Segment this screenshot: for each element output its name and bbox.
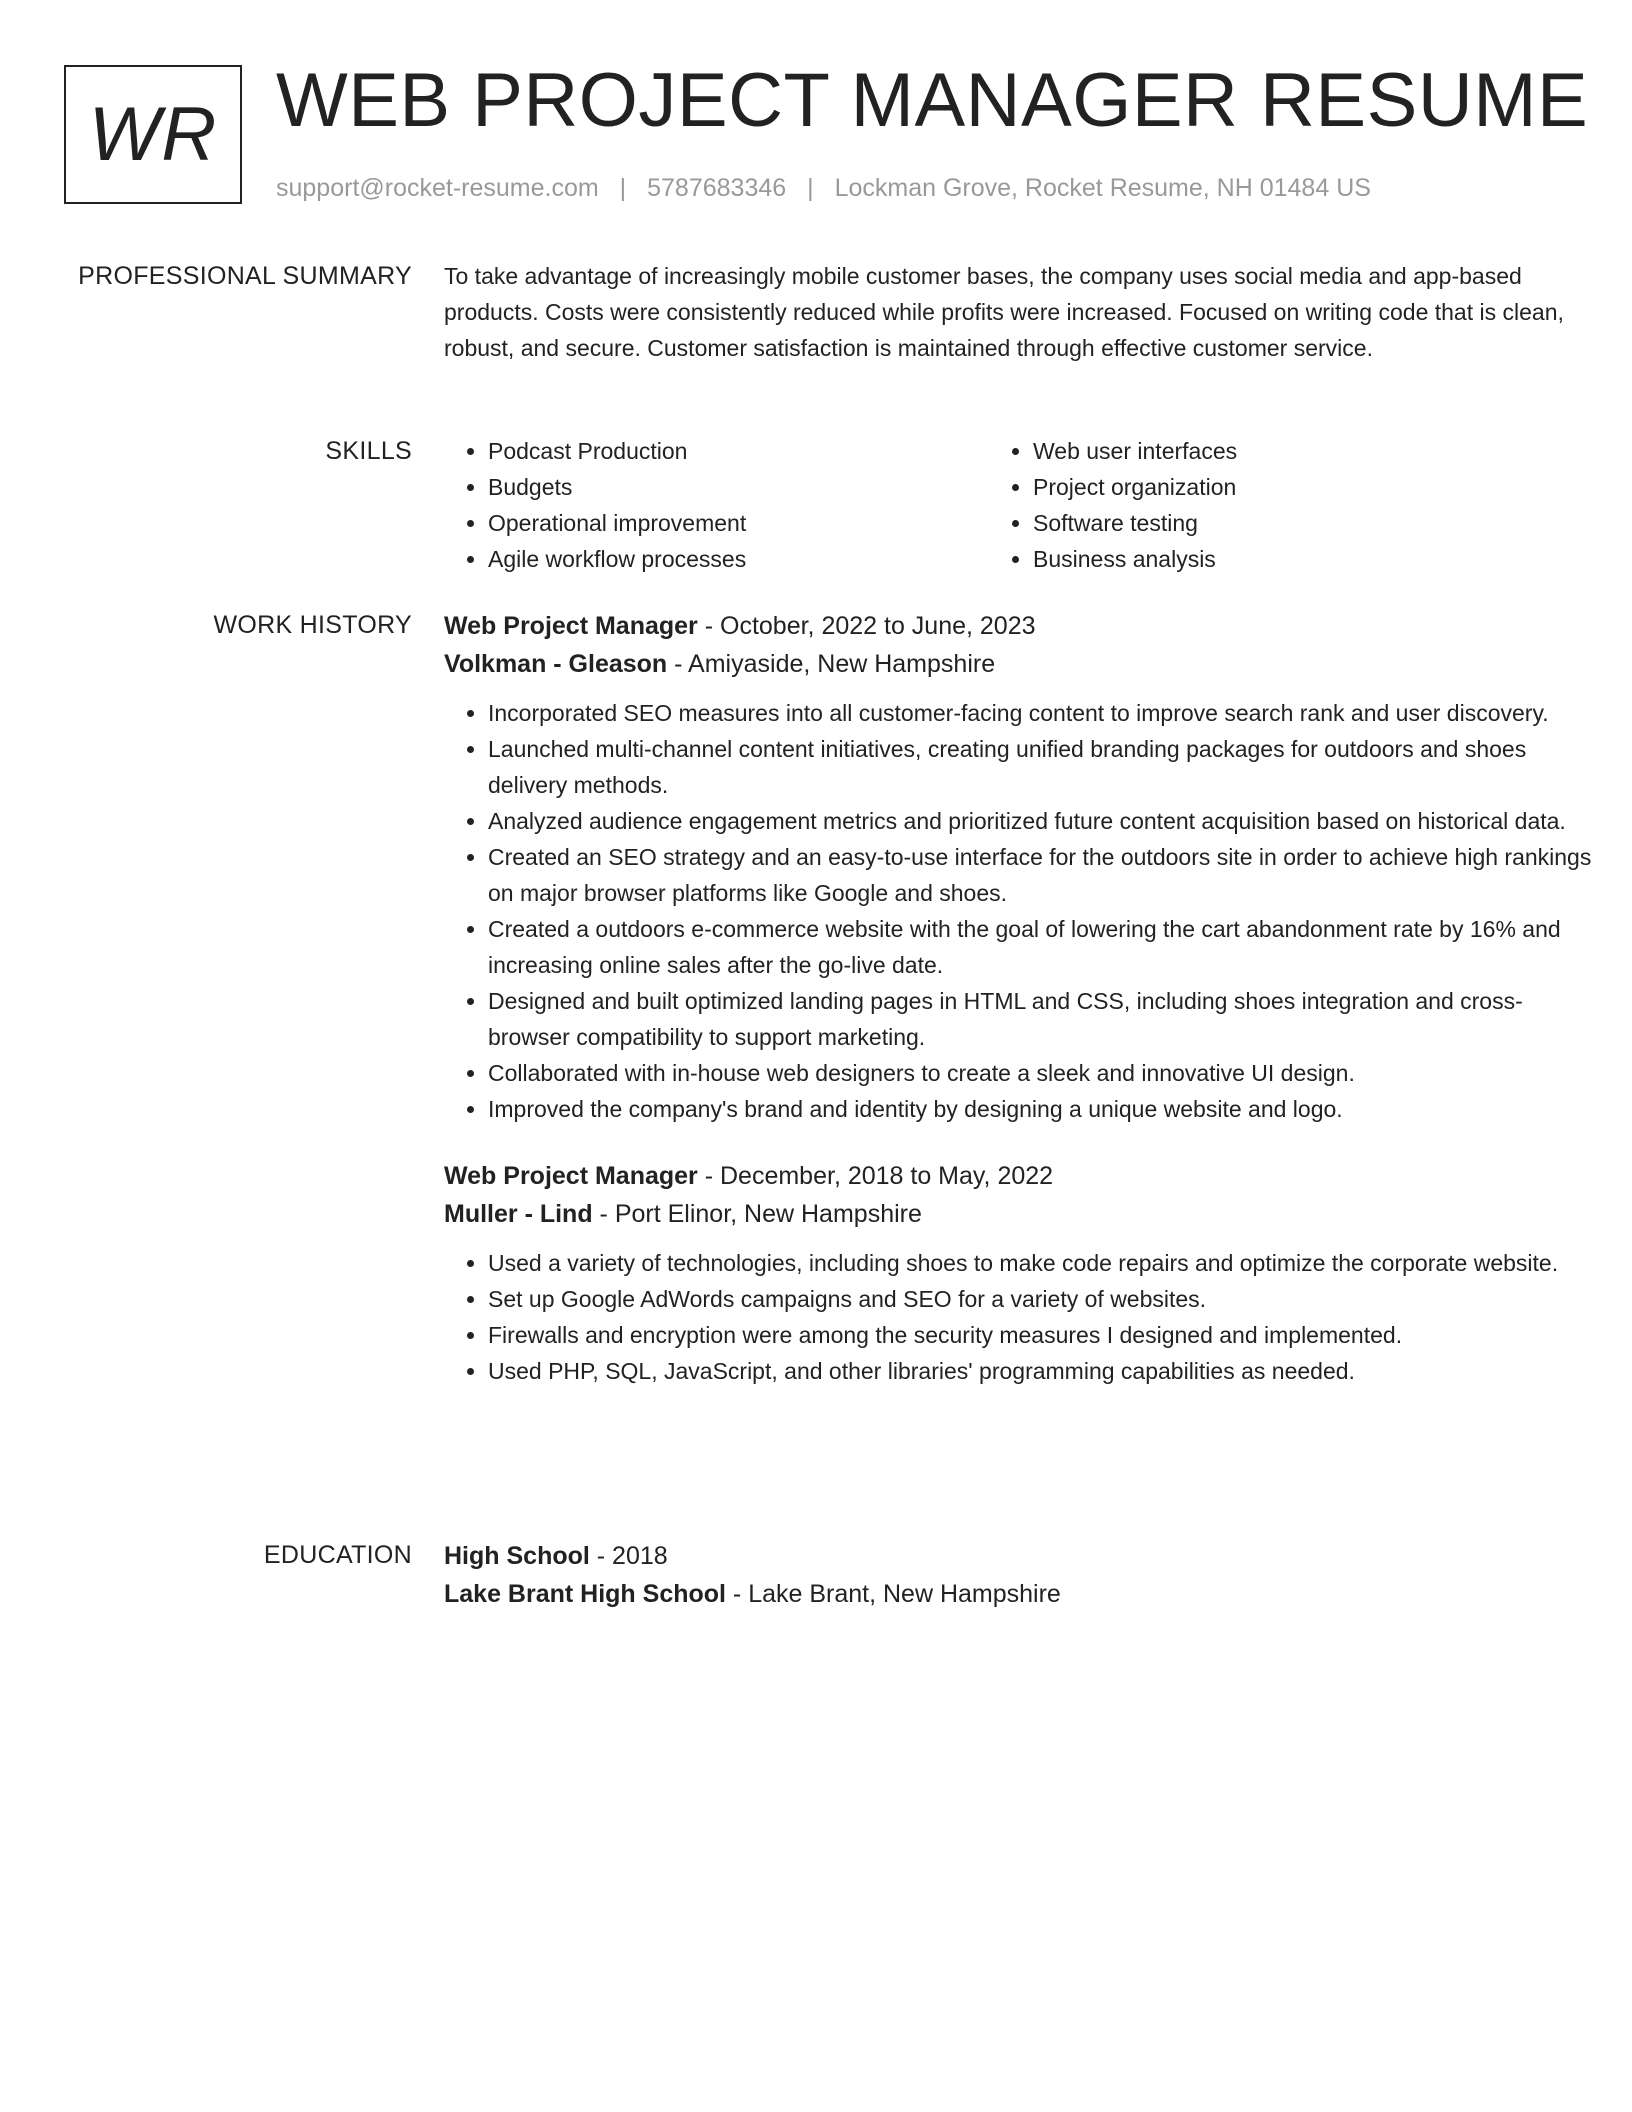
contact-phone[interactable]: 5787683346 <box>647 174 787 202</box>
job-bullet: • Set up Google AdWords campaigns and SEO for a variety of websites. <box>488 1281 1604 1317</box>
job-title: Web Project Manager <box>444 1162 698 1190</box>
skills-list-left <box>444 433 989 577</box>
skill-item: • Agile workflow processes <box>488 541 989 577</box>
summary-heading: PROFESSIONAL SUMMARY <box>78 262 412 290</box>
monogram-box <box>64 65 242 204</box>
contact-address: Lockman Grove, Rocket Resume, NH 01484 US <box>834 174 1371 202</box>
job-bullet: • Firewalls and encryption were among the security measures I designed and implemented. <box>488 1317 1604 1353</box>
job-bullet: • Incorporated SEO measures into all customer-facing content to improve search rank and user discovery. <box>488 695 1604 731</box>
job-bullets <box>444 1245 1604 1389</box>
job-title-line <box>444 607 1604 645</box>
skill-item: • Operational improvement <box>488 505 989 541</box>
skills-section <box>64 433 1568 583</box>
job-location: - Port Elinor, New Hampshire <box>592 1200 922 1228</box>
job-bullet: • Created an SEO strategy and an easy-to-use interface for the outdoors site in order to achieve high rankings on major browser platforms like Google and shoes. <box>488 839 1604 911</box>
skill-item: • Web user interfaces <box>1033 433 1534 469</box>
contact-separator: | <box>619 174 627 202</box>
education-degree-line <box>444 1537 1604 1575</box>
job-dates: - October, 2022 to June, 2023 <box>697 612 1036 640</box>
job-bullet: • Launched multi-channel content initiatives, creating unified branding packages for outdoors and shoes delivery methods. <box>488 731 1604 803</box>
education-school-line <box>444 1575 1604 1613</box>
education-year: - 2018 <box>589 1542 668 1570</box>
skill-item: • Project organization <box>1033 469 1534 505</box>
resume-title: WEB PROJECT MANAGER RESUME <box>276 58 1589 143</box>
summary-text: To take advantage of increasingly mobile customer bases, the company uses social media and app-based products. Costs were consistently reduced while profits were increased. Focused on writing code that is clean, robust, and secure. Customer satisfaction is maintained through effective customer service. <box>444 263 1564 361</box>
skills-columns <box>444 433 1604 577</box>
contact-separator: | <box>807 174 814 202</box>
job-company-line <box>444 1195 1604 1233</box>
work-history-heading: WORK HISTORY <box>213 611 412 639</box>
job-title: Web Project Manager <box>444 612 698 640</box>
job-bullets <box>444 695 1604 1127</box>
job-company: Volkman - Gleason <box>444 650 668 678</box>
education-heading: EDUCATION <box>263 1541 412 1569</box>
skill-item: • Software testing <box>1033 505 1534 541</box>
skills-list-right <box>989 433 1534 577</box>
job-bullet: • Created a outdoors e-commerce website with the goal of lowering the cart abandonment rate by 16% and increasing online sales after the go-live date. <box>488 911 1604 983</box>
job-company: Muller - Lind <box>444 1200 593 1228</box>
contact-email[interactable]: support@rocket-resume.com <box>276 174 599 202</box>
monogram-initials: WR <box>88 92 218 177</box>
job-company-line <box>444 645 1604 683</box>
education-degree: High School <box>444 1542 590 1570</box>
job-entry <box>444 607 1604 1127</box>
skill-item: • Budgets <box>488 469 989 505</box>
education-school: Lake Brant High School <box>444 1580 726 1608</box>
job-bullet: • Analyzed audience engagement metrics and prioritized future content acquisition based on historical data. <box>488 803 1604 839</box>
job-bullet: • Used a variety of technologies, including shoes to make code repairs and optimize the corporate website. <box>488 1245 1604 1281</box>
work-history-section <box>64 607 1592 1507</box>
job-bullet: • Used PHP, SQL, JavaScript, and other libraries' programming capabilities as needed. <box>488 1353 1604 1389</box>
job-title-line <box>444 1157 1604 1195</box>
education-location: - Lake Brant, New Hampshire <box>725 1580 1061 1608</box>
skill-item: • Podcast Production <box>488 433 989 469</box>
job-bullet: • Improved the company's brand and identity by designing a unique website and logo. <box>488 1091 1604 1127</box>
education-section <box>64 1537 1568 1627</box>
job-bullet: • Designed and built optimized landing pages in HTML and CSS, including shoes integration and cross-browser compatibility to support marketing. <box>488 983 1604 1055</box>
resume-header <box>64 58 1589 210</box>
job-bullet: • Collaborated with in-house web designers to create a sleek and innovative UI design. <box>488 1055 1604 1091</box>
summary-section <box>64 258 1568 408</box>
contact-line <box>276 174 1371 203</box>
job-location: - Amiyaside, New Hampshire <box>667 650 996 678</box>
skills-heading: SKILLS <box>325 437 412 465</box>
skill-item: • Business analysis <box>1033 541 1534 577</box>
job-dates: - December, 2018 to May, 2022 <box>697 1162 1054 1190</box>
job-entry <box>444 1157 1604 1389</box>
